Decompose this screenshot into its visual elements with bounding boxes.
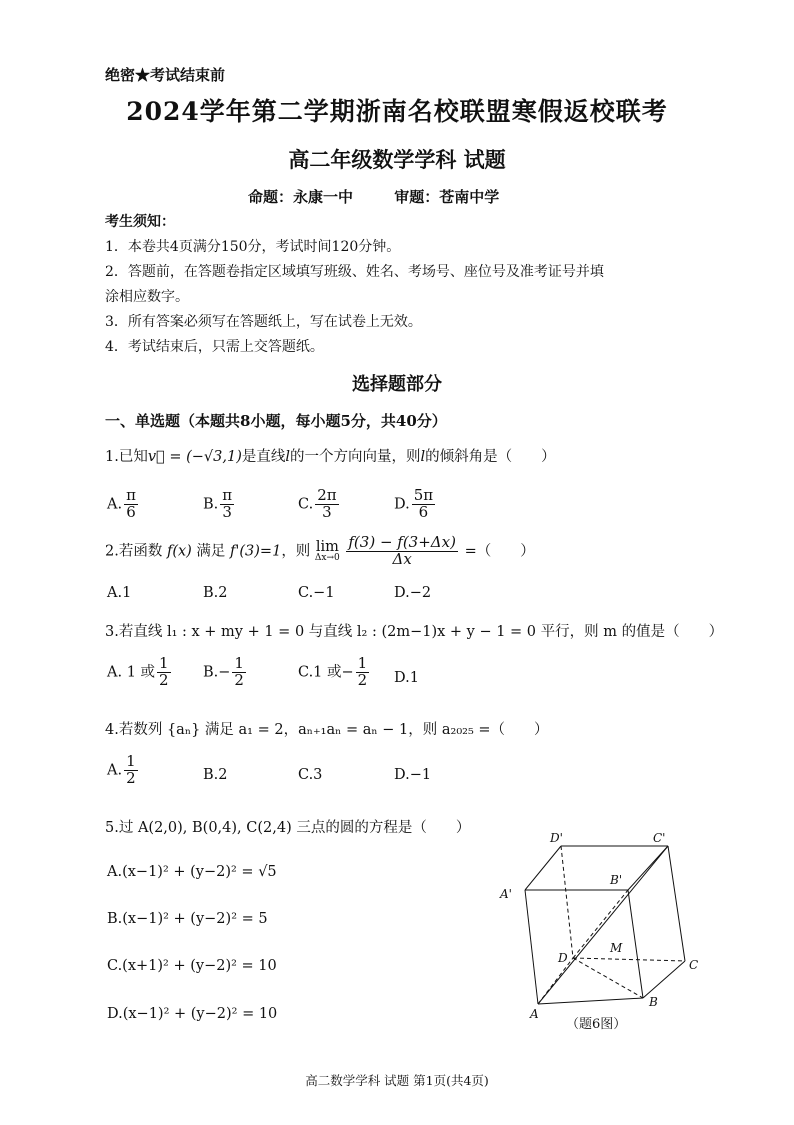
- section-title: 选择题部分: [352, 374, 442, 395]
- figure-caption: （题6图）: [566, 1017, 627, 1032]
- question-1: 1.已知v⃗ = (−√3,1)是直线l的一个方向向量，则l的倾斜角是（ ）: [105, 449, 556, 465]
- part-title: 一、单选题（本题共8小题，每小题5分，共40分）: [105, 412, 447, 430]
- cube-diagram: [498, 826, 713, 1021]
- q4-option-b[interactable]: B.2: [203, 767, 228, 783]
- label-D-prime: D': [550, 831, 563, 845]
- confidential-label: 绝密★考试结束前: [105, 66, 226, 84]
- exam-subtitle: 高二年级数学学科 试题: [288, 147, 506, 172]
- q3-option-c[interactable]: C.1 或− $\frac{1}{2}$: [298, 654, 368, 689]
- label-A: A: [530, 1007, 539, 1021]
- label-B-prime: B': [610, 873, 623, 887]
- q5-option-a[interactable]: A.(x−1)² + (y−2)² = √5: [107, 864, 277, 880]
- q2-option-d[interactable]: D.−2: [394, 585, 432, 601]
- q3-option-d[interactable]: D.1: [394, 670, 419, 686]
- notice-item: 4．考试结束后，只需上交答题纸。: [105, 339, 324, 355]
- notice-item: 涂相应数字。: [105, 289, 189, 305]
- q5-option-d[interactable]: D.(x−1)² + (y−2)² = 10: [107, 1006, 278, 1022]
- question-5: 5.过 A(2,0), B(0,4), C(2,4) 三点的圆的方程是（ ）: [105, 820, 471, 836]
- cube-figure: [498, 826, 713, 1025]
- question-3: 3.若直线 l₁ : x + my + 1 = 0 与直线 l₂ : (2m−1)x + y − 1 = 0 平行，则 m 的值是（ ）: [105, 624, 724, 640]
- q5-option-b[interactable]: B.(x−1)² + (y−2)² = 5: [107, 911, 268, 927]
- q3-option-b[interactable]: B.− $\frac{1}{2}$: [203, 654, 244, 689]
- q1-option-d[interactable]: D. $\frac{5\pi}{6}$: [394, 486, 434, 521]
- page-footer: 高二数学学科 试题 第1页(共4页): [305, 1073, 489, 1088]
- q3-option-a[interactable]: A. 1 或 $\frac{1}{2}$: [107, 654, 169, 689]
- q5-option-c[interactable]: C.(x+1)² + (y−2)² = 10: [107, 958, 277, 974]
- question-4: 4.若数列 {aₙ} 满足 a₁ = 2，aₙ₊₁aₙ = aₙ − 1，则 a₂₀₂₅ =（ ）: [105, 722, 549, 738]
- q4-option-a[interactable]: A. $\frac{1}{2}$: [107, 752, 136, 787]
- notice-heading: 考生须知：: [105, 214, 175, 230]
- notice-item: 3．所有答案必须写在答题纸上，写在试卷上无效。: [105, 314, 422, 330]
- question-2: 2.若函数 f(x) 满足 f'(3)=1，则 lim Δx→0 $\frac{f(3) - f(3+\Delta x)}{\Delta x}$ =（ ）: [105, 533, 535, 568]
- notice-item: 1．本卷共4页满分150分，考试时间120分钟。: [105, 239, 401, 255]
- q1-option-a[interactable]: A. $\frac{\pi}{6}$: [107, 486, 136, 521]
- q4-option-d[interactable]: D.−1: [394, 767, 432, 783]
- label-C: C: [689, 958, 699, 972]
- exam-title: 2024学年第二学期浙南名校联盟寒假返校联考: [126, 97, 668, 126]
- q1-option-b[interactable]: B. $\frac{\pi}{3}$: [203, 486, 233, 521]
- q1-option-c[interactable]: C. $\frac{2\pi}{3}$: [298, 486, 337, 521]
- label-B: B: [649, 995, 658, 1009]
- q2-option-b[interactable]: B.2: [203, 585, 228, 601]
- q2-option-c[interactable]: C.−1: [298, 585, 335, 601]
- setter: 命题：永康一中: [248, 188, 354, 206]
- reviewer: 审题：苍南中学: [394, 188, 500, 206]
- label-M: M: [610, 941, 623, 955]
- notice-item: 2．答题前，在答题卷指定区域填写班级、姓名、考场号、座位号及准考证号并填: [105, 264, 604, 280]
- label-D: D: [558, 951, 568, 965]
- q4-option-c[interactable]: C.3: [298, 767, 323, 783]
- label-C-prime: C': [653, 831, 666, 845]
- q2-option-a[interactable]: A.1: [107, 585, 132, 601]
- label-A-prime: A': [500, 887, 512, 901]
- authors-line: [248, 186, 535, 207]
